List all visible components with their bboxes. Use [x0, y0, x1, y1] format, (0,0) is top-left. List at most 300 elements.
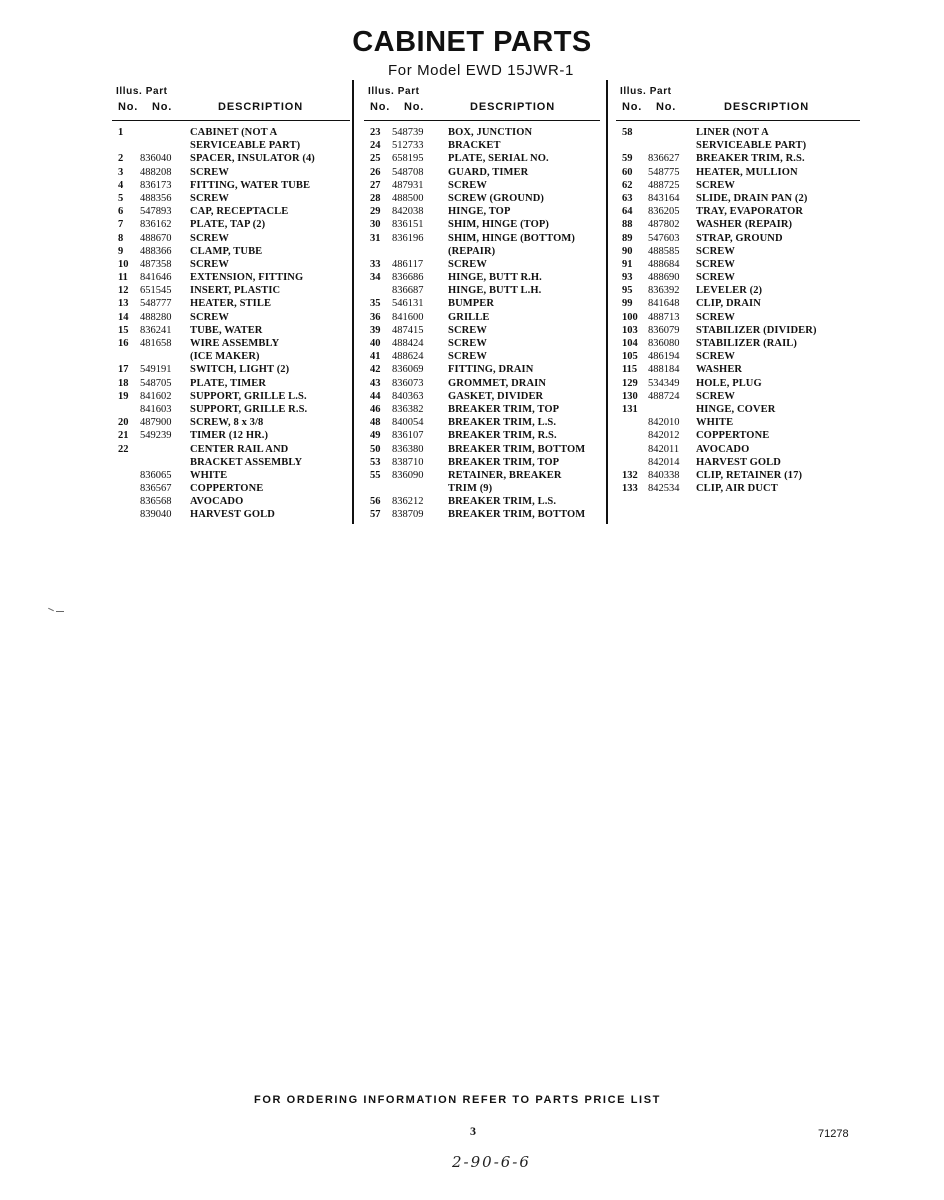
illus-number: 62 — [622, 179, 633, 191]
header-illus-no: No. — [118, 101, 139, 113]
part-description: (ICE MAKER) — [190, 351, 260, 363]
part-number: 836196 — [392, 232, 424, 244]
table-row — [112, 337, 350, 350]
illus-number: 42 — [370, 364, 381, 376]
illus-number: 19 — [118, 390, 129, 402]
illus-number: 129 — [622, 377, 638, 389]
part-description: BUMPER — [448, 298, 495, 310]
part-number: 487415 — [392, 324, 424, 336]
table-row — [112, 192, 350, 205]
table-row — [364, 205, 600, 218]
table-row — [616, 456, 860, 469]
table-row — [112, 495, 350, 508]
illus-number: 89 — [622, 232, 633, 244]
table-row — [616, 179, 860, 192]
part-number: 488208 — [140, 166, 172, 178]
part-description: CENTER RAIL AND — [190, 443, 289, 455]
header-illus-part: Illus. Part — [368, 86, 420, 97]
table-row — [112, 258, 350, 271]
table-row — [616, 390, 860, 403]
part-number: 836107 — [392, 430, 424, 442]
part-number: 836380 — [392, 443, 424, 455]
illus-number: 13 — [118, 298, 129, 310]
part-description: SWITCH, LIGHT (2) — [190, 364, 290, 376]
part-description: RETAINER, BREAKER — [448, 469, 562, 481]
part-description: HINGE, TOP — [448, 206, 511, 218]
part-description: TUBE, WATER — [190, 324, 263, 336]
part-number: 549191 — [140, 364, 172, 376]
table-row — [616, 152, 860, 165]
table-row — [112, 126, 350, 139]
illus-number: 26 — [370, 166, 381, 178]
table-row — [112, 403, 350, 416]
table-row — [112, 232, 350, 245]
parts-list — [112, 121, 350, 522]
part-number: 487802 — [648, 219, 680, 231]
part-number: 658195 — [392, 153, 424, 165]
illus-number: 12 — [118, 285, 129, 297]
part-number: 488280 — [140, 311, 172, 323]
illus-number: 3 — [118, 166, 124, 178]
part-number: 841600 — [392, 311, 424, 323]
part-description: BRACKET — [448, 140, 501, 152]
part-number: 836392 — [648, 285, 680, 297]
part-number: 548775 — [648, 166, 680, 178]
table-row — [112, 297, 350, 310]
part-description: BREAKER TRIM, BOTTOM — [448, 509, 586, 521]
part-number: 838710 — [392, 456, 424, 468]
part-number: 836382 — [392, 403, 424, 415]
part-description: LINER (NOT A — [696, 127, 769, 138]
part-description: (REPAIR) — [448, 245, 496, 257]
part-description: HINGE, BUTT R.H. — [448, 272, 542, 284]
part-number: 488670 — [140, 232, 172, 244]
table-row — [364, 311, 600, 324]
header-illus-no: No. — [622, 101, 643, 113]
illus-number: 63 — [622, 192, 633, 204]
illus-number: 21 — [118, 430, 129, 442]
table-row — [364, 126, 600, 139]
part-description: SCREW — [448, 179, 488, 191]
part-number: 534349 — [648, 377, 680, 389]
illus-number: 5 — [118, 192, 124, 204]
illus-number: 43 — [370, 377, 381, 389]
part-description: BREAKER TRIM, BOTTOM — [448, 443, 586, 455]
part-number: 547603 — [648, 232, 680, 244]
table-row — [364, 508, 600, 521]
table-row — [364, 456, 600, 469]
part-description: SCREW — [696, 179, 736, 191]
table-row — [616, 297, 860, 310]
illus-number: 44 — [370, 390, 381, 402]
part-description: TIMER (12 HR.) — [190, 430, 269, 442]
part-number: 836173 — [140, 179, 172, 191]
part-number: 487900 — [140, 417, 172, 429]
part-description: SCREW — [448, 324, 488, 336]
illus-number: 20 — [118, 417, 129, 429]
table-row — [364, 377, 600, 390]
part-description: HARVEST GOLD — [190, 509, 275, 521]
part-number: 488713 — [648, 311, 680, 323]
part-description: SCREW — [190, 232, 230, 244]
table-row — [364, 403, 600, 416]
illus-number: 9 — [118, 245, 124, 257]
part-description: WASHER — [696, 364, 743, 376]
illus-number: 16 — [118, 338, 129, 349]
illus-number: 90 — [622, 245, 633, 257]
part-number: 487358 — [140, 258, 172, 270]
table-row — [364, 390, 600, 403]
column-divider — [606, 80, 608, 524]
illus-number: 15 — [118, 324, 129, 336]
part-description: CLAMP, TUBE — [190, 245, 263, 257]
part-number: 549239 — [140, 430, 172, 442]
part-number: 512733 — [392, 140, 424, 152]
part-number: 841648 — [648, 298, 680, 310]
part-description: FITTING, WATER TUBE — [190, 179, 311, 191]
table-row — [616, 377, 860, 390]
illus-number: 55 — [370, 469, 381, 481]
illus-number: 35 — [370, 298, 381, 310]
illus-number: 1 — [118, 127, 124, 138]
table-row — [112, 469, 350, 482]
table-row — [112, 218, 350, 231]
part-description: BREAKER TRIM, TOP — [448, 403, 560, 415]
part-number: 842012 — [648, 430, 680, 442]
table-row — [616, 403, 860, 416]
table-row — [616, 271, 860, 284]
table-row — [364, 350, 600, 363]
part-number: 842534 — [648, 483, 680, 495]
illus-number: 4 — [118, 179, 124, 191]
scan-speck — [56, 611, 64, 612]
illus-number: 53 — [370, 456, 381, 468]
illus-number: 39 — [370, 324, 381, 336]
part-description: HINGE, COVER — [696, 403, 776, 415]
part-description: PLATE, TIMER — [190, 377, 267, 389]
ordering-note: FOR ORDERING INFORMATION REFER TO PARTS PRICE LIST — [254, 1094, 661, 1106]
illus-number: 11 — [118, 272, 128, 284]
part-description: WHITE — [696, 417, 734, 429]
illus-number: 130 — [622, 390, 638, 402]
table-row — [364, 337, 600, 350]
part-description: BOX, JUNCTION — [448, 127, 533, 138]
part-number: 836567 — [140, 483, 172, 495]
part-description: SHIM, HINGE (BOTTOM) — [448, 232, 575, 244]
part-description: WASHER (REPAIR) — [696, 219, 793, 231]
illus-number: 103 — [622, 324, 638, 336]
illus-number: 99 — [622, 298, 633, 310]
part-number: 836065 — [140, 469, 172, 481]
parts-column-1 — [112, 84, 350, 522]
document-code: 71278 — [818, 1128, 849, 1140]
part-number: 486117 — [392, 258, 424, 270]
table-row — [616, 416, 860, 429]
table-row — [616, 205, 860, 218]
table-row — [364, 152, 600, 165]
part-number: 836162 — [140, 219, 172, 231]
illus-number: 48 — [370, 417, 381, 429]
table-row — [112, 205, 350, 218]
part-description: CLIP, DRAIN — [696, 298, 761, 310]
table-row — [364, 297, 600, 310]
illus-number: 100 — [622, 311, 638, 323]
part-description: HARVEST GOLD — [696, 456, 781, 468]
header-part-no: No. — [152, 101, 173, 113]
column-header — [364, 84, 600, 121]
part-description: AVOCADO — [696, 443, 750, 455]
table-row — [112, 416, 350, 429]
part-number: 488356 — [140, 192, 172, 204]
illus-number: 33 — [370, 258, 381, 270]
part-number: 836241 — [140, 324, 172, 336]
part-description: TRIM (9) — [448, 483, 493, 495]
illus-number: 27 — [370, 179, 381, 191]
part-number: 488690 — [648, 272, 680, 284]
table-row — [112, 245, 350, 258]
illus-number: 14 — [118, 311, 129, 323]
illus-number: 41 — [370, 351, 381, 363]
part-number: 488724 — [648, 390, 680, 402]
part-number: 836212 — [392, 496, 424, 508]
table-row — [616, 139, 860, 152]
illus-number: 133 — [622, 483, 638, 495]
part-description: AVOCADO — [190, 496, 244, 508]
part-description: SCREW (GROUND) — [448, 192, 545, 204]
part-number: 840338 — [648, 469, 680, 481]
table-row — [112, 284, 350, 297]
illus-number: 23 — [370, 127, 381, 138]
parts-list — [364, 121, 600, 522]
table-row — [616, 166, 860, 179]
header-part-no: No. — [656, 101, 677, 113]
table-row — [616, 258, 860, 271]
table-row — [112, 482, 350, 495]
part-number: 488366 — [140, 245, 172, 257]
illus-number: 46 — [370, 403, 381, 415]
part-number: 841646 — [140, 272, 172, 284]
part-description: LEVELER (2) — [696, 285, 763, 297]
part-description: SCREW — [448, 338, 488, 349]
header-illus-part: Illus. Part — [116, 86, 168, 97]
part-description: SERVICEABLE PART) — [696, 140, 807, 152]
table-row — [112, 508, 350, 521]
part-description: PLATE, TAP (2) — [190, 219, 266, 231]
column-header — [616, 84, 860, 121]
illus-number: 58 — [622, 127, 633, 138]
illus-number: 2 — [118, 153, 124, 165]
table-row — [112, 456, 350, 469]
part-number: 486194 — [648, 351, 680, 363]
table-row — [616, 350, 860, 363]
part-description: BREAKER TRIM, L.S. — [448, 496, 557, 508]
part-description: CLIP, RETAINER (17) — [696, 469, 803, 481]
part-description: STABILIZER (DIVIDER) — [696, 324, 817, 336]
table-row — [112, 390, 350, 403]
part-description: CLIP, AIR DUCT — [696, 483, 778, 495]
parts-column-3 — [616, 84, 860, 495]
table-row — [364, 363, 600, 376]
table-row — [364, 429, 600, 442]
model-subtitle: For Model EWD 15JWR-1 — [388, 62, 574, 79]
part-description: SCREW — [190, 166, 230, 178]
part-description: COPPERTONE — [190, 483, 264, 495]
part-number: 836079 — [648, 324, 680, 336]
table-row — [616, 232, 860, 245]
part-description: SCREW — [696, 245, 736, 257]
part-description: SCREW — [696, 351, 736, 363]
part-number: 843164 — [648, 192, 680, 204]
illus-number: 40 — [370, 338, 381, 349]
part-description: HINGE, BUTT L.H. — [448, 285, 542, 297]
part-description: SCREW — [190, 258, 230, 270]
part-description: HOLE, PLUG — [696, 377, 762, 389]
table-row — [616, 245, 860, 258]
part-number: 836080 — [648, 338, 680, 349]
table-row — [112, 311, 350, 324]
part-description: SUPPORT, GRILLE R.S. — [190, 403, 308, 415]
table-row — [112, 179, 350, 192]
table-row — [364, 232, 600, 245]
illus-number: 36 — [370, 311, 381, 323]
part-number: 836073 — [392, 377, 424, 389]
part-number: 488500 — [392, 192, 424, 204]
part-description: BRACKET ASSEMBLY — [190, 456, 303, 468]
part-description: BREAKER TRIM, R.S. — [448, 430, 557, 442]
illus-number: 95 — [622, 285, 633, 297]
page-title: CABINET PARTS — [352, 26, 592, 58]
part-number: 548777 — [140, 298, 172, 310]
illus-number: 10 — [118, 258, 129, 270]
part-description: SCREW — [696, 272, 736, 284]
part-number: 548739 — [392, 127, 424, 138]
table-row — [616, 324, 860, 337]
table-row — [616, 126, 860, 139]
part-description: SLIDE, DRAIN PAN (2) — [696, 192, 808, 204]
table-row — [364, 245, 600, 258]
header-illus-part: Illus. Part — [620, 86, 672, 97]
table-row — [364, 139, 600, 152]
scan-speck — [48, 608, 54, 611]
illus-number: 17 — [118, 364, 129, 376]
part-description: SCREW — [696, 311, 736, 323]
table-row — [364, 258, 600, 271]
header-illus-no: No. — [370, 101, 391, 113]
illus-number: 91 — [622, 258, 633, 270]
table-row — [112, 139, 350, 152]
part-number: 488424 — [392, 338, 424, 349]
part-description: BREAKER TRIM, TOP — [448, 456, 560, 468]
part-number: 842014 — [648, 456, 680, 468]
illus-number: 64 — [622, 206, 633, 218]
illus-number: 131 — [622, 403, 638, 415]
illus-number: 50 — [370, 443, 381, 455]
column-header — [112, 84, 350, 121]
part-description: SCREW — [696, 390, 736, 402]
part-description: COPPERTONE — [696, 430, 770, 442]
table-row — [616, 337, 860, 350]
illus-number: 104 — [622, 338, 638, 349]
part-number: 840363 — [392, 390, 424, 402]
illus-number: 57 — [370, 509, 381, 521]
table-row — [364, 469, 600, 482]
table-row — [364, 166, 600, 179]
part-number: 487931 — [392, 179, 424, 191]
part-number: 547893 — [140, 206, 172, 218]
part-number: 842038 — [392, 206, 424, 218]
illus-number: 30 — [370, 219, 381, 231]
part-description: PLATE, SERIAL NO. — [448, 153, 549, 165]
header-description: DESCRIPTION — [724, 101, 810, 113]
table-row — [112, 363, 350, 376]
table-row — [364, 192, 600, 205]
illus-number: 18 — [118, 377, 129, 389]
table-row — [364, 443, 600, 456]
column-divider — [352, 80, 354, 524]
part-description: SCREW — [448, 258, 488, 270]
header-description: DESCRIPTION — [218, 101, 304, 113]
part-description: GRILLE — [448, 311, 490, 323]
header-part-no: No. — [404, 101, 425, 113]
table-row — [616, 429, 860, 442]
table-row — [364, 482, 600, 495]
illus-number: 59 — [622, 153, 633, 165]
table-row — [112, 443, 350, 456]
parts-column-2 — [364, 84, 600, 522]
table-row — [364, 218, 600, 231]
illus-number: 8 — [118, 232, 124, 244]
part-description: WIRE ASSEMBLY — [190, 338, 280, 349]
part-description: SERVICEABLE PART) — [190, 140, 301, 152]
page-number: 3 — [470, 1124, 476, 1138]
part-number: 842010 — [648, 417, 680, 429]
table-row — [616, 482, 860, 495]
illus-number: 31 — [370, 232, 381, 244]
part-description: STABILIZER (RAIL) — [696, 338, 797, 349]
part-number: 841603 — [140, 403, 172, 415]
table-row — [364, 324, 600, 337]
part-number: 836090 — [392, 469, 424, 481]
part-description: TRAY, EVAPORATOR — [696, 206, 804, 218]
illus-number: 22 — [118, 443, 129, 455]
illus-number: 88 — [622, 219, 633, 231]
part-number: 546131 — [392, 298, 424, 310]
illus-number: 56 — [370, 496, 381, 508]
part-number: 836568 — [140, 496, 172, 508]
part-number: 836040 — [140, 153, 172, 165]
part-description: GROMMET, DRAIN — [448, 377, 547, 389]
table-row — [616, 443, 860, 456]
illus-number: 25 — [370, 153, 381, 165]
part-description: HEATER, STILE — [190, 298, 272, 310]
table-row — [112, 324, 350, 337]
part-description: SCREW — [448, 351, 488, 363]
part-description: BREAKER TRIM, R.S. — [696, 153, 805, 165]
part-description: SCREW — [190, 192, 230, 204]
part-number: 836151 — [392, 219, 424, 231]
part-description: SPACER, INSULATOR (4) — [190, 153, 315, 165]
part-number: 488725 — [648, 179, 680, 191]
part-number: 481658 — [140, 338, 172, 349]
illus-number: 60 — [622, 166, 633, 178]
part-number: 488684 — [648, 258, 680, 270]
part-number: 838709 — [392, 509, 424, 521]
illus-number: 105 — [622, 351, 638, 363]
table-row — [112, 271, 350, 284]
table-row — [112, 377, 350, 390]
part-number: 841602 — [140, 390, 172, 402]
table-row — [364, 284, 600, 297]
